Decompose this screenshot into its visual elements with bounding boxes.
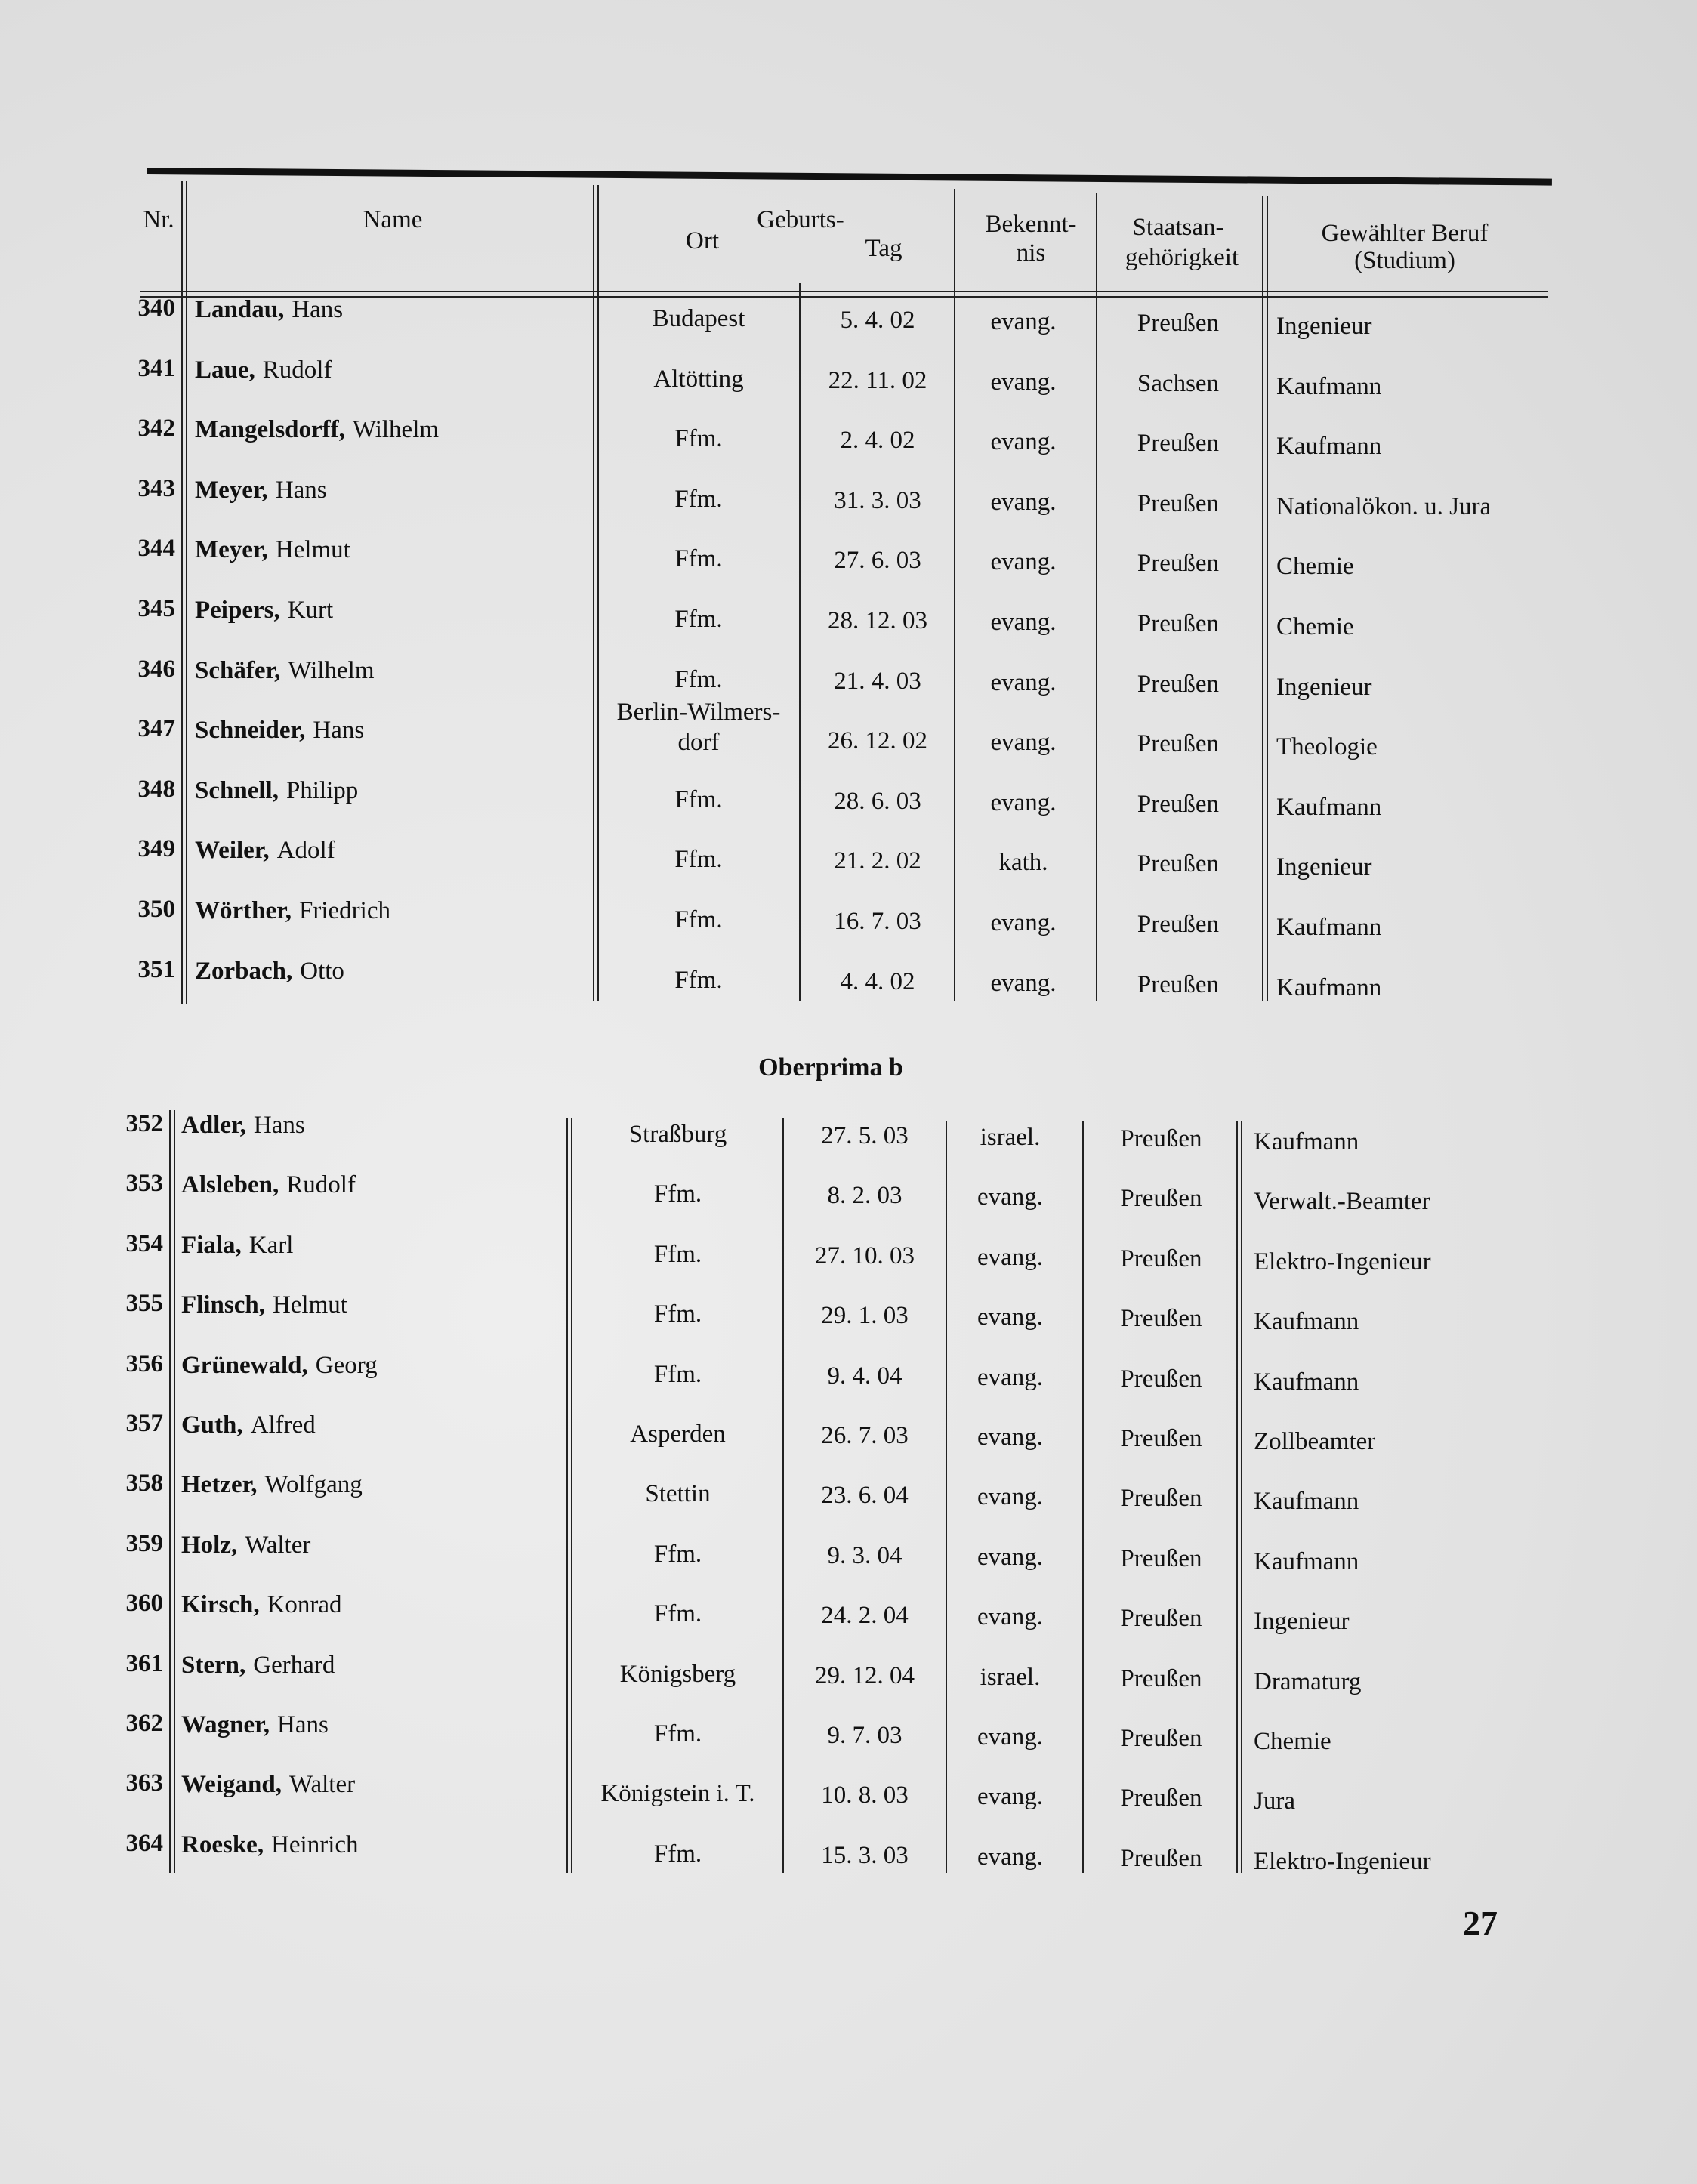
row-birthdate: 21. 2. 02 [834,847,921,875]
row-given-name: Wilhelm [352,416,440,444]
row-birthdate: 10. 8. 03 [821,1781,909,1809]
table-row [0,1410,1697,1469]
row-surname: Wörther, [195,897,292,924]
row-number: 356 [125,1350,163,1377]
row-citizenship: Preußen [1137,310,1220,337]
row-given-name: Walter [288,1771,356,1799]
header-bekenntnis-line1: Bekennt- [985,211,1077,238]
row-given-name: Karl [248,1231,294,1259]
row-birthplace: Berlin-Wilmers- [616,699,781,726]
row-name [181,1232,293,1260]
row-surname: Kirsch, [181,1591,260,1619]
row-birthplace: Ffm. [674,485,723,513]
row-birthdate: 15. 3. 03 [821,1841,909,1869]
row-birthdate: 21. 4. 03 [834,667,921,695]
row-profession: Chemie [1276,553,1354,581]
row-citizenship: Preußen [1120,1305,1202,1333]
row-profession: Elektro-Ingenieur [1254,1847,1431,1875]
row-given-name: Wolfgang [264,1471,363,1499]
row-name [195,536,350,564]
row-surname: Landau, [195,296,285,323]
row-confession: evang. [977,1363,1044,1391]
row-birthdate: 8. 2. 03 [827,1182,902,1210]
row-name [181,1831,359,1859]
row-given-name: Hans [277,1711,329,1738]
table-row [0,1769,1697,1828]
section-title: Oberprima b [758,1053,903,1081]
header-beruf-line2: (Studium) [1354,247,1455,274]
row-citizenship: Preußen [1137,911,1220,938]
row-birthplace: Ffm. [653,1720,702,1748]
row-name [181,1411,316,1439]
row-surname: Holz, [181,1531,238,1559]
row-birthplace: Ffm. [674,966,723,994]
row-name [195,597,333,625]
row-birthdate: 9. 7. 03 [827,1722,902,1749]
row-given-name: Wilhelm [288,656,375,684]
row-name [195,777,358,805]
row-given-name: Helmut [275,536,350,564]
row-confession: evang. [977,1243,1044,1271]
row-birthplace: Ffm. [674,846,723,874]
row-name [181,1471,363,1499]
row-given-name: Philipp [285,776,359,804]
header-tag: Tag [865,235,902,262]
row-number: 341 [137,354,175,382]
row-surname: Zorbach, [195,957,293,985]
row-name [195,477,327,504]
row-profession: Kaufmann [1254,1368,1359,1396]
row-citizenship: Preußen [1137,610,1220,637]
row-confession: evang. [990,488,1057,516]
row-birthdate: 5. 4. 02 [840,307,915,334]
row-number: 353 [125,1170,163,1198]
header-nr: Nr. [143,206,174,233]
table-row [0,1650,1697,1709]
row-birthplace: Stettin [645,1480,711,1508]
row-birthdate: 2. 4. 02 [840,427,915,455]
table-row [0,1470,1697,1528]
row-birthplace: Ffm. [653,1300,702,1328]
row-surname: Peipers, [195,597,280,624]
row-birthplace: Budapest [652,305,745,332]
row-citizenship: Preußen [1120,1605,1202,1633]
row-confession: evang. [990,308,1057,335]
row-given-name: Hans [313,717,365,745]
table-row [0,535,1697,594]
row-number: 362 [125,1710,163,1737]
row-given-name: Helmut [272,1291,347,1319]
table-row [0,1230,1697,1289]
row-citizenship: Preußen [1120,1125,1202,1152]
row-birthplace: Ffm. [653,1360,702,1388]
table-row [0,1350,1697,1409]
row-citizenship: Preußen [1120,1425,1202,1452]
row-birthplace: Ffm. [653,1600,702,1628]
row-citizenship: Preußen [1120,1844,1202,1872]
header-rule-1 [140,291,1548,292]
row-birthplace: Königsberg [619,1660,736,1688]
row-profession: Kaufmann [1276,793,1382,821]
row-name [195,837,335,865]
header-staat-line1: Staatsan- [1132,214,1224,241]
row-birthdate: 9. 4. 04 [827,1362,902,1390]
row-birthplace: Ffm. [674,545,723,573]
row-birthplace: Ffm. [674,906,723,933]
row-birthdate: 26. 12. 02 [828,727,927,755]
row-birthdate: 23. 6. 04 [821,1482,909,1510]
top-thick-rule [147,168,1552,186]
row-birthdate: 16. 7. 03 [834,908,921,935]
row-name [181,1591,342,1619]
row-number: 357 [125,1410,163,1437]
row-name [195,416,439,444]
row-citizenship: Preußen [1137,670,1220,698]
row-confession: evang. [977,1843,1044,1871]
row-birthdate: 26. 7. 03 [821,1422,909,1449]
row-surname: Grünewald, [181,1351,308,1379]
header-geburts: Geburts- [757,206,844,233]
row-citizenship: Preußen [1137,970,1220,998]
row-birthdate: 28. 12. 03 [828,607,927,634]
row-profession: Kaufmann [1276,433,1382,461]
row-name [195,657,375,685]
row-surname: Adler, [181,1112,246,1139]
row-citizenship: Preußen [1120,1725,1202,1752]
row-number: 355 [125,1290,163,1318]
row-given-name: Hans [292,296,344,323]
row-given-name: Georg [315,1351,378,1379]
table-row [0,415,1697,474]
table-row [0,1110,1697,1169]
row-confession: evang. [990,548,1057,576]
row-birthplace-line2: dorf [677,729,720,757]
row-number: 358 [125,1470,163,1498]
row-name [181,1652,335,1680]
table-row [0,656,1697,714]
table-row [0,475,1697,534]
row-surname: Laue, [195,356,255,384]
row-surname: Flinsch, [181,1291,265,1319]
row-name [181,1291,347,1319]
row-profession: Kaufmann [1254,1308,1359,1336]
row-confession: evang. [990,969,1057,997]
row-birthplace: Ffm. [653,1240,702,1268]
row-name [181,1771,355,1799]
row-birthdate: 29. 1. 03 [821,1302,909,1330]
row-name [195,897,390,925]
row-citizenship: Preußen [1137,790,1220,818]
row-profession: Nationalökon. u. Jura [1276,492,1492,520]
row-birthplace: Altötting [653,365,744,393]
row-name [181,1112,305,1140]
row-surname: Weigand, [181,1771,282,1799]
row-name [181,1352,378,1380]
row-name [195,958,344,986]
row-surname: Schneider, [195,717,306,745]
row-citizenship: Preußen [1120,1664,1202,1692]
header-staat-line2: gehörigkeit [1125,244,1239,271]
row-confession: israel. [980,1663,1041,1691]
row-birthdate: 31. 3. 03 [834,486,921,514]
row-birthdate: 28. 6. 03 [834,787,921,815]
header-name: Name [363,206,423,233]
row-birthdate: 9. 3. 04 [827,1541,902,1569]
row-profession: Chemie [1276,613,1354,640]
row-confession: evang. [977,1603,1044,1631]
row-surname: Guth, [181,1411,243,1439]
row-profession: Ingenieur [1276,853,1372,881]
row-given-name: Walter [245,1531,311,1559]
table-row [0,1530,1697,1589]
row-number: 350 [137,896,175,923]
row-confession: evang. [990,368,1057,396]
table-row [0,1830,1697,1889]
row-confession: evang. [977,1723,1044,1751]
table-row [0,835,1697,894]
row-confession: evang. [990,909,1057,936]
row-number: 345 [137,595,175,622]
row-given-name: Friedrich [299,897,390,924]
row-name [195,296,343,324]
row-surname: Hetzer, [181,1471,258,1499]
row-number: 349 [137,835,175,863]
row-profession: Jura [1254,1788,1295,1815]
row-citizenship: Preußen [1120,1485,1202,1513]
row-number: 347 [137,715,175,743]
row-birthdate: 22. 11. 02 [828,366,927,394]
row-number: 364 [125,1829,163,1857]
row-surname: Roeske, [181,1831,264,1859]
table-row [0,956,1697,1015]
row-number: 352 [125,1110,163,1137]
row-number: 344 [137,535,175,563]
row-citizenship: Preußen [1137,430,1220,458]
row-number: 359 [125,1529,163,1557]
table-row [0,295,1697,353]
row-birthplace: Ffm. [674,606,723,633]
row-number: 363 [125,1769,163,1797]
row-number: 354 [125,1229,163,1257]
row-citizenship: Preußen [1137,550,1220,578]
row-birthplace: Ffm. [653,1840,702,1868]
row-surname: Wagner, [181,1711,270,1738]
table-row [0,776,1697,834]
row-profession: Verwalt.-Beamter [1254,1188,1430,1216]
row-given-name: Hans [275,476,327,504]
row-birthplace: Ffm. [653,1180,702,1208]
header-ort: Ort [686,227,719,254]
row-citizenship: Preußen [1120,1185,1202,1213]
row-profession: Dramaturg [1254,1667,1362,1695]
row-citizenship: Preußen [1120,1245,1202,1272]
row-given-name: Rudolf [262,356,332,384]
table-row [0,1590,1697,1649]
row-citizenship: Preußen [1137,730,1220,758]
row-given-name: Gerhard [253,1651,335,1679]
row-birthplace: Ffm. [674,425,723,453]
row-surname: Stern, [181,1651,246,1679]
row-birthplace: Königstein i. T. [600,1780,755,1808]
row-birthdate: 27. 6. 03 [834,547,921,575]
row-profession: Kaufmann [1254,1547,1359,1575]
header-beruf-line1: Gewählter Beruf [1321,220,1489,247]
row-birthdate: 29. 12. 04 [815,1661,915,1689]
row-given-name: Adolf [276,837,335,865]
row-confession: evang. [990,668,1057,696]
row-confession: evang. [977,1783,1044,1811]
row-birthplace: Straßburg [628,1121,727,1148]
row-number: 348 [137,775,175,803]
row-birthplace: Asperden [630,1421,726,1448]
row-birthplace: Ffm. [674,665,723,693]
row-surname: Schäfer, [195,656,281,684]
row-profession: Kaufmann [1254,1128,1359,1155]
table-row [0,595,1697,654]
row-name [195,356,332,384]
row-birthdate: 27. 10. 03 [815,1242,915,1269]
table-row [0,699,1697,774]
row-profession: Zollbeamter [1254,1428,1376,1455]
row-given-name: Otto [300,957,344,985]
row-given-name: Hans [253,1112,305,1139]
row-citizenship: Preußen [1120,1785,1202,1812]
row-name [195,717,364,745]
row-surname: Meyer, [195,476,268,504]
row-citizenship: Preußen [1137,489,1220,517]
row-surname: Meyer, [195,536,268,564]
header-bekenntnis-line2: nis [1016,239,1046,267]
row-name [181,1532,310,1559]
row-profession: Kaufmann [1276,973,1382,1001]
row-profession: Theologie [1276,733,1378,761]
row-profession: Kaufmann [1254,1488,1359,1516]
row-name [181,1711,329,1739]
row-confession: evang. [990,788,1057,816]
row-number: 342 [137,415,175,443]
row-confession: evang. [977,1483,1044,1511]
row-citizenship: Preußen [1120,1365,1202,1393]
row-profession: Ingenieur [1276,673,1372,701]
row-surname: Weiler, [195,837,270,865]
row-given-name: Rudolf [286,1171,356,1199]
page-number: 27 [1463,1904,1498,1942]
row-given-name: Heinrich [271,1831,359,1859]
row-number: 346 [137,655,175,683]
row-profession: Kaufmann [1276,914,1382,941]
row-confession: evang. [990,729,1057,757]
row-confession: israel. [980,1124,1041,1151]
row-citizenship: Preußen [1137,850,1220,878]
row-profession: Kaufmann [1276,372,1382,400]
row-birthdate: 27. 5. 03 [821,1122,909,1149]
row-number: 343 [137,474,175,502]
row-confession: evang. [977,1303,1044,1331]
row-citizenship: Preußen [1120,1544,1202,1572]
row-number: 361 [125,1649,163,1677]
row-birthdate: 4. 4. 02 [840,967,915,995]
row-confession: kath. [998,849,1048,877]
row-profession: Chemie [1254,1728,1331,1755]
row-confession: evang. [990,428,1057,456]
row-surname: Schnell, [195,776,279,804]
row-birthplace: Ffm. [653,1540,702,1568]
row-profession: Ingenieur [1276,313,1372,340]
table-row [0,896,1697,955]
row-given-name: Kurt [287,597,334,624]
row-citizenship: Sachsen [1137,369,1220,397]
row-surname: Fiala, [181,1231,242,1259]
row-confession: evang. [977,1543,1044,1571]
row-confession: evang. [990,609,1057,636]
row-confession: evang. [977,1424,1044,1451]
table-row [0,1290,1697,1349]
row-surname: Alsleben, [181,1171,279,1199]
table-row [0,355,1697,414]
table-row [0,1170,1697,1229]
row-number: 340 [137,295,175,322]
row-confession: evang. [977,1183,1044,1211]
row-number: 360 [125,1590,163,1618]
row-birthplace: Ffm. [674,785,723,813]
row-name [181,1171,356,1199]
row-profession: Ingenieur [1254,1608,1350,1636]
row-number: 351 [137,955,175,983]
row-profession: Elektro-Ingenieur [1254,1248,1431,1276]
row-given-name: Alfred [250,1411,316,1439]
table-row [0,1710,1697,1769]
row-birthdate: 24. 2. 04 [821,1602,909,1630]
row-surname: Mangelsdorff, [195,416,345,444]
row-given-name: Konrad [267,1591,342,1619]
